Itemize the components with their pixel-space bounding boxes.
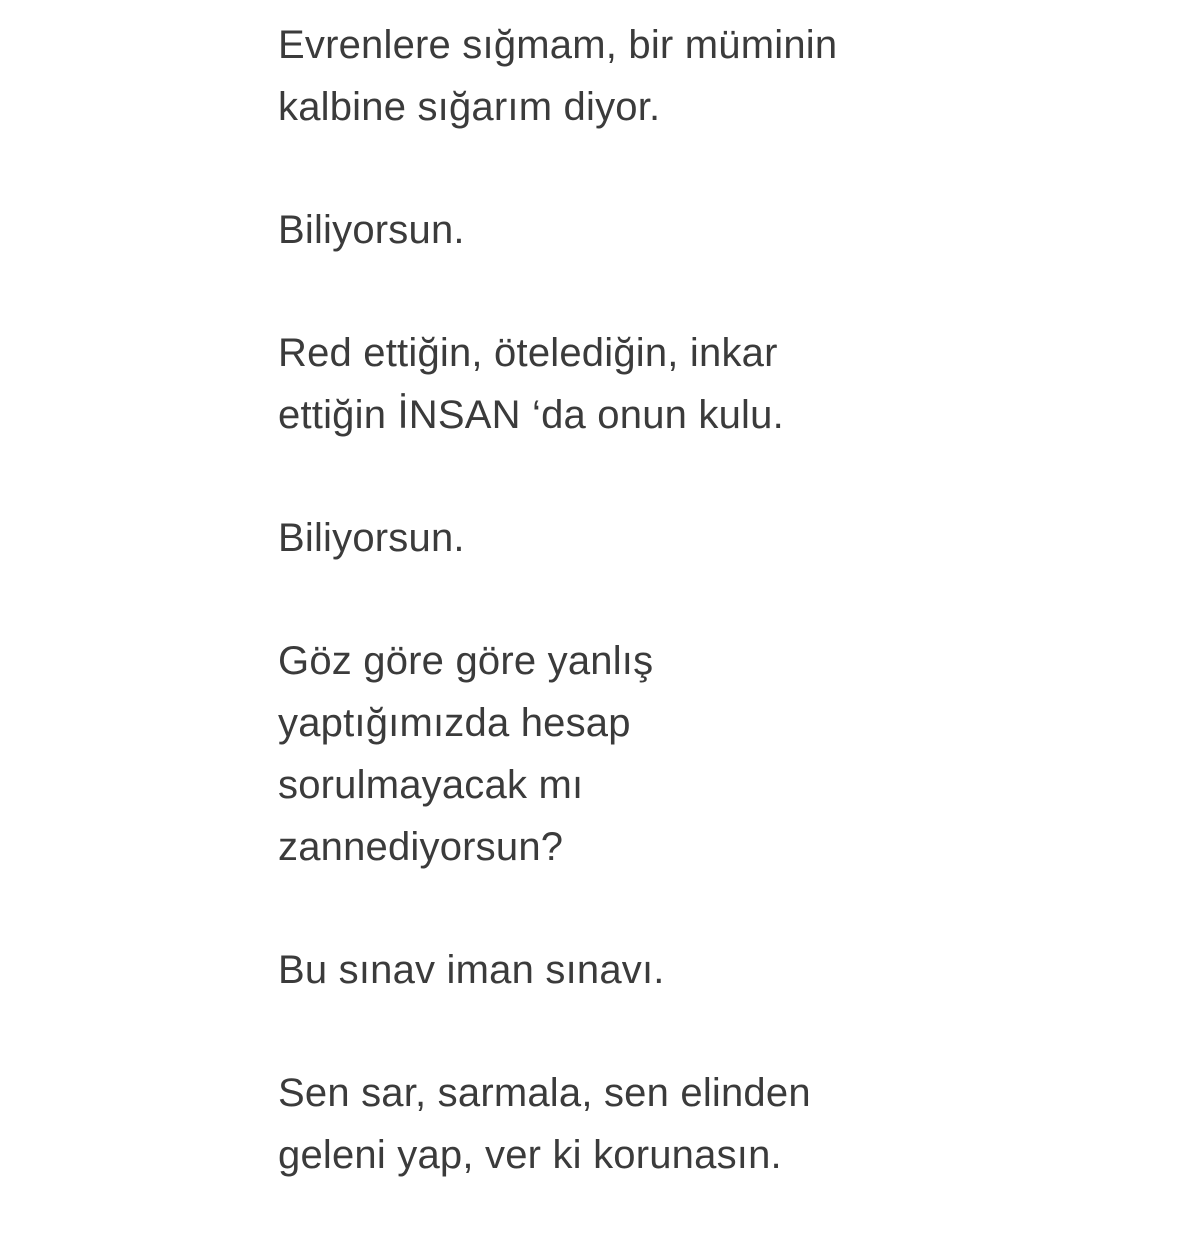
text-line: Biliyorsun.: [278, 208, 465, 252]
text-line: yaptığımızda hesap: [278, 701, 631, 745]
text-line: Red ettiğin, ötelediğin, inkar: [278, 331, 778, 375]
text-line: Sen sar, sarmala, sen elinden: [278, 1071, 811, 1115]
text-line: sorulmayacak mı: [278, 763, 584, 807]
text-line: Göz göre göre yanlış: [278, 639, 654, 683]
text-line: kalbine sığarım diyor.: [278, 85, 661, 129]
text-line: Bu sınav iman sınavı.: [278, 948, 665, 992]
note-body: [278, 14, 1158, 1247]
text-line: ettiğin İNSAN ‘da onun kulu.: [278, 393, 784, 437]
paragraph-7: [278, 1062, 1158, 1186]
text-line: geleni yap, ver ki korunasın.: [278, 1133, 782, 1177]
paragraph-4: [278, 507, 1158, 569]
paragraph-1: [278, 14, 1158, 138]
paragraph-2: [278, 199, 1158, 261]
text-line: zannediyorsun?: [278, 825, 564, 869]
paragraph-6: [278, 939, 1158, 1001]
paragraph-5: [278, 630, 1158, 878]
paragraph-3: [278, 322, 1158, 446]
text-line: Evrenlere sığmam, bir müminin: [278, 23, 838, 67]
text-line: Biliyorsun.: [278, 516, 465, 560]
